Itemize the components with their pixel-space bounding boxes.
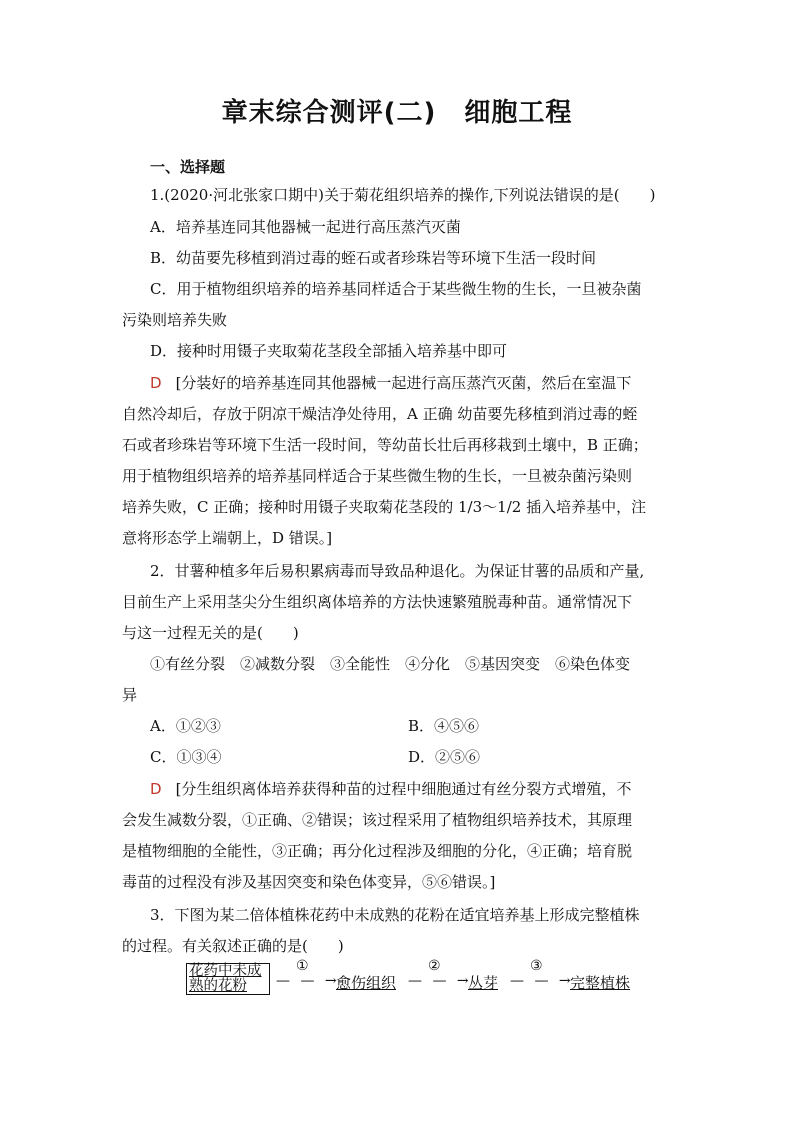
q2-stem-line1: 2．甘薯种植多年后易积累病毒而导致品种退化。为保证甘薯的品质和产量,	[150, 562, 645, 580]
title-sub: 细胞工程	[464, 98, 573, 128]
diagram-step-1: ①	[296, 958, 309, 974]
q1-option-b: B．幼苗要先移植到消过毒的蛭石或者珍珠岩等环境下生活一段时间	[150, 249, 597, 267]
diagram-start-line1: 花药中未成	[189, 963, 262, 979]
q3-stem-line1: 3．下图为某二倍体植株花药中未成熟的花粉在适宜培养基上形成完整植株	[150, 906, 640, 924]
q2-options-row1	[150, 715, 674, 737]
q1-explanation-line3: 石或者珍珠岩等环境下生活一段时间，等幼苗长壮后再移栽到土壤中，B 正确；	[122, 436, 648, 454]
q2-explanation-line3: 是植物细胞的全能性，③正确；再分化过程涉及细胞的分化，④正确；培育脱	[122, 842, 633, 860]
q1-explanation-line6: 意将形态学上端朝上，D 错误。]	[122, 529, 333, 547]
q1-option-a: A．培养基连同其他器械一起进行高压蒸汽灭菌	[150, 218, 461, 236]
q2-explanation-text1: [分生组织离体培养获得种苗的过程中细胞通过有丝分裂方式增殖，不	[175, 780, 632, 798]
diagram-node-3: 完整植株	[570, 974, 631, 992]
q1-option-d: D．接种时用镊子夹取菊花茎段全部插入培养基中即可	[150, 342, 508, 360]
diagram-node-1: 愈伤组织	[336, 974, 397, 992]
diagram-step-2: ②	[428, 958, 441, 974]
q2-options-row2	[150, 746, 674, 768]
q2-explanation-line4: 毒苗的过程没有涉及基因突变和染色体变异，⑤⑥错误。]	[122, 873, 496, 891]
q2-option-d: D．②⑤⑥	[408, 748, 481, 766]
q1-option-c-line2: 污染则培养失败	[122, 311, 228, 329]
q2-answer: D	[150, 780, 162, 798]
diagram-step-3: ③	[530, 958, 543, 974]
q1-explanation-line1	[150, 372, 674, 394]
q1-explanation-line2: 自然冷却后，存放于阴凉干燥洁净处待用，A 正确 幼苗要先移植到消过毒的蛭	[122, 405, 638, 423]
section-heading: 一、选择题	[150, 158, 226, 176]
process-diagram	[186, 960, 646, 1000]
diagram-node-2: 丛芽	[468, 974, 499, 992]
q2-explanation-line1	[150, 778, 674, 800]
q2-stem-line3: 与这一过程无关的是( )	[122, 624, 299, 642]
q2-items-line2: 异	[122, 686, 138, 704]
q1-stem: 1.(2020·河北张家口期中)关于菊花组织培养的操作,下列说法错误的是( )	[150, 186, 656, 204]
q2-option-b: B．④⑤⑥	[408, 717, 480, 735]
q2-explanation-line2: 会发生减数分裂，①正确、②错误；该过程采用了植物组织培养技术，其原理	[122, 811, 633, 829]
arrow-right-icon: — — →	[510, 973, 574, 989]
q1-answer: D	[150, 374, 162, 392]
diagram-start-line2: 熟的花粉	[189, 978, 247, 994]
page-title	[0, 92, 794, 129]
q3-stem-line2: 的过程。有关叙述正确的是( )	[122, 937, 344, 955]
title-main: 章末综合测评(二)	[221, 98, 437, 128]
q2-option-a: A．①②③	[150, 717, 221, 735]
q2-option-c: C．①③④	[150, 748, 222, 766]
q1-explanation-text1: [分装好的培养基连同其他器械一起进行高压蒸汽灭菌，然后在室温下	[175, 374, 632, 392]
q1-option-c-line1: C．用于植物组织培养的培养基同样适合于某些微生物的生长，一旦被杂菌	[150, 280, 642, 298]
q2-items-line1: ①有丝分裂 ②减数分裂 ③全能性 ④分化 ⑤基因突变 ⑥染色体变	[150, 655, 631, 673]
diagram-start-box	[186, 963, 270, 995]
arrow-right-icon: — — →	[408, 973, 472, 989]
arrow-right-icon: — — →	[276, 973, 340, 989]
q1-explanation-line5: 培养失败，C 正确；接种时用镊子夹取菊花茎段的 1/3～1/2 插入培养基中，注	[122, 498, 647, 516]
q2-stem-line2: 目前生产上采用茎尖分生组织离体培养的方法快速繁殖脱毒种苗。通常情况下	[122, 593, 633, 611]
q1-explanation-line4: 用于植物组织培养的培养基同样适合于某些微生物的生长，一旦被杂菌污染则	[122, 467, 633, 485]
